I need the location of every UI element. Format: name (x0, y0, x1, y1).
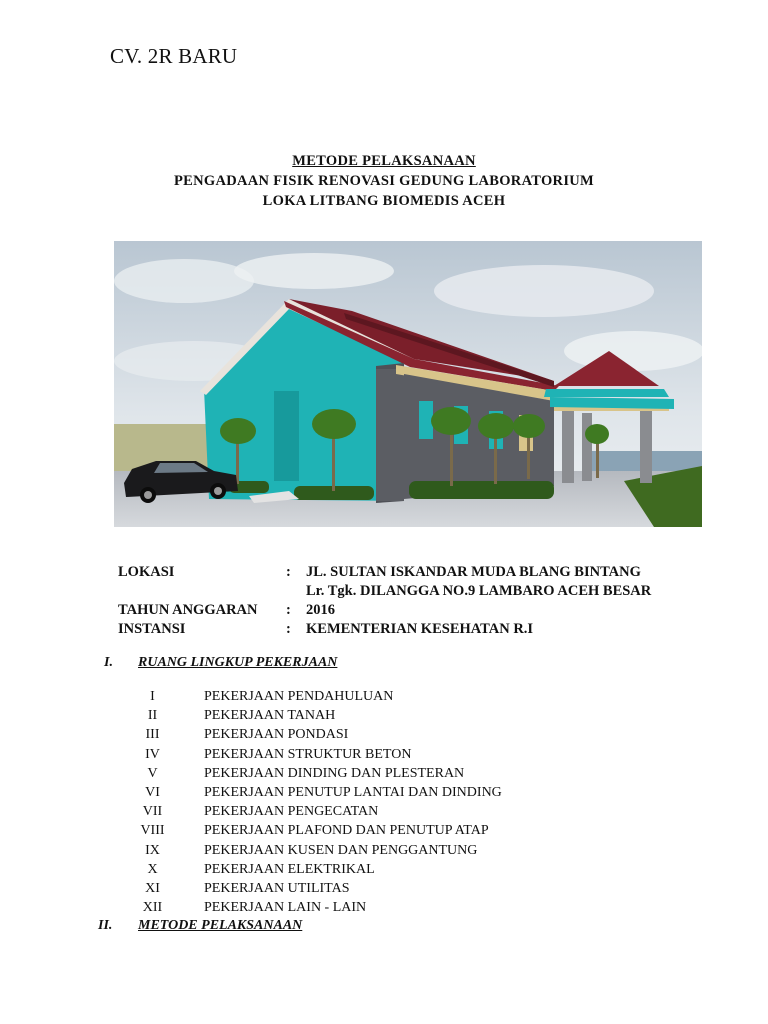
scope-item-text: PEKERJAAN UTILITAS (204, 880, 350, 896)
scope-item-text: PEKERJAAN PENDAHULUAN (204, 689, 394, 704)
scope-item-text: PEKERJAAN PLAFOND DAN PENUTUP ATAP (204, 823, 489, 839)
title-line-1: METODE PELAKSANAAN (292, 153, 476, 169)
title-line-2: PENGADAAN FISIK RENOVASI GEDUNG LABORATORIUM (173, 173, 595, 189)
scope-item-text: PEKERJAAN STRUKTUR BETON (204, 746, 412, 762)
scope-item-text: PEKERJAAN KUSEN DAN PENGGANTUNG (204, 842, 478, 858)
roman-numeral: XI (145, 880, 160, 896)
roman-numeral: X (147, 861, 158, 877)
document-title (0, 151, 768, 211)
colon: : (286, 621, 291, 637)
lokasi-label: LOKASI (118, 564, 175, 580)
scope-item-text: PEKERJAAN TANAH (204, 708, 336, 724)
colon: : (286, 602, 291, 618)
tahun-anggaran-value: 2016 (306, 602, 335, 618)
instansi-label: INSTANSI (118, 621, 186, 637)
scope-item-text: PEKERJAAN PENGECATAN (204, 804, 379, 820)
roman-numeral: VIII (140, 823, 165, 839)
section-number: I. (104, 655, 113, 670)
roman-numeral: XII (142, 900, 163, 916)
scope-item-text: PEKERJAAN PENUTUP LANTAI DAN DINDING (204, 784, 502, 800)
section-number: II. (98, 918, 113, 933)
lokasi-value-line-1: JL. SULTAN ISKANDAR MUDA BLANG BINTANG (306, 564, 641, 580)
company-name: CV. 2R BARU (110, 44, 238, 68)
roman-numeral: VI (145, 784, 160, 800)
scope-item-text: PEKERJAAN DINDING DAN PLESTERAN (204, 765, 465, 781)
instansi-value: KEMENTERIAN KESEHATAN R.I (306, 621, 534, 637)
scope-item-text: PEKERJAAN LAIN - LAIN (204, 900, 367, 916)
roman-numeral: II (147, 708, 158, 724)
colon: : (286, 564, 291, 580)
lokasi-value-line-2: Lr. Tgk. DILANGGA NO.9 LAMBARO ACEH BESAR (306, 583, 652, 599)
roman-numeral: IV (145, 746, 160, 762)
roman-numeral: III (145, 727, 160, 743)
roman-numeral: V (147, 765, 158, 781)
section-title: RUANG LINGKUP PEKERJAAN (138, 655, 338, 670)
roman-numeral: VII (142, 804, 163, 820)
section-title: METODE PELAKSANAAN (138, 918, 303, 933)
roman-numeral: I (150, 689, 155, 704)
building-rendering-image (114, 241, 702, 527)
scope-item-text: PEKERJAAN PONDASI (204, 727, 349, 743)
roman-numeral: IX (145, 842, 160, 858)
title-line-3: LOKA LITBANG BIOMEDIS ACEH (262, 193, 506, 209)
scope-item-text: PEKERJAAN ELEKTRIKAL (204, 861, 375, 877)
tahun-anggaran-label: TAHUN ANGGARAN (118, 602, 258, 618)
